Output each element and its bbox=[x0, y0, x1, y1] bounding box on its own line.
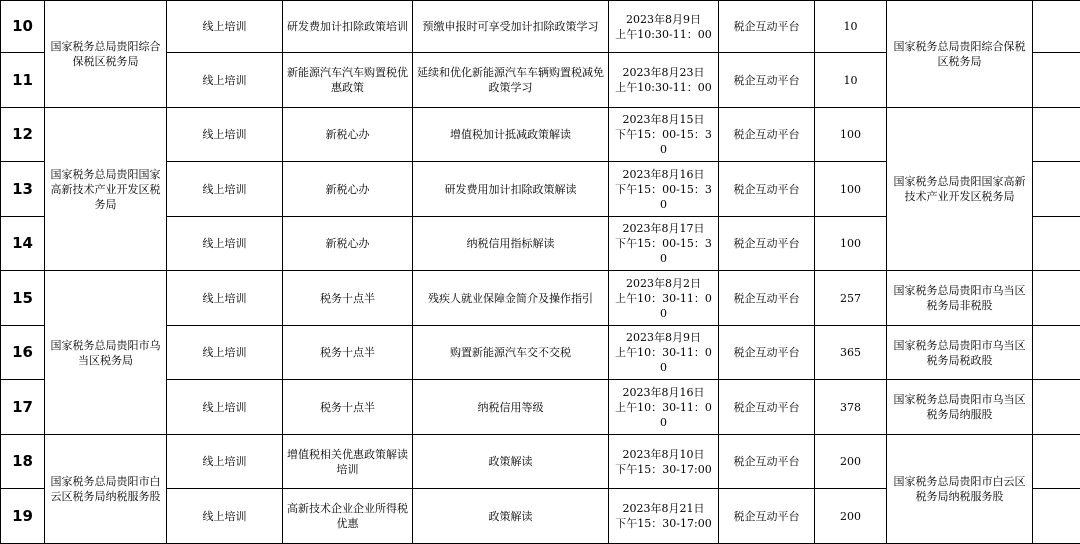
training-datetime bbox=[609, 489, 719, 544]
remark-cell bbox=[1033, 326, 1080, 380]
training-time: 上午10：30-11：00 bbox=[615, 346, 712, 374]
table-row bbox=[1, 435, 1080, 489]
participant-count: 10 bbox=[815, 1, 887, 53]
row-number: 18 bbox=[1, 435, 45, 489]
participant-count: 200 bbox=[815, 435, 887, 489]
training-time: 上午10:30-11：00 bbox=[615, 28, 711, 41]
participant-count: 200 bbox=[815, 489, 887, 544]
training-mode: 线上培训 bbox=[167, 380, 283, 435]
participant-count: 365 bbox=[815, 326, 887, 380]
participant-count: 10 bbox=[815, 53, 887, 108]
training-platform: 税企互动平台 bbox=[719, 380, 815, 435]
organizer-cell: 国家税务总局贵阳国家高新技术产业开发区税务局 bbox=[45, 108, 167, 271]
training-content: 残疾人就业保障金简介及操作指引 bbox=[413, 271, 609, 326]
remark-cell bbox=[1033, 380, 1080, 435]
training-platform: 税企互动平台 bbox=[719, 217, 815, 271]
training-date: 2023年8月16日 bbox=[623, 386, 705, 399]
training-topic: 税务十点半 bbox=[283, 326, 413, 380]
remark-cell bbox=[1033, 217, 1080, 271]
training-datetime bbox=[609, 435, 719, 489]
contact-unit-cell: 国家税务总局贵阳市乌当区税务局纳服股 bbox=[887, 380, 1033, 435]
row-number: 11 bbox=[1, 53, 45, 108]
training-time: 下午15：30-17:00 bbox=[615, 517, 711, 530]
training-mode: 线上培训 bbox=[167, 53, 283, 108]
training-time: 下午15：30-17:00 bbox=[615, 463, 711, 476]
participant-count: 100 bbox=[815, 108, 887, 162]
training-time: 上午10：30-11：00 bbox=[615, 292, 712, 320]
training-date: 2023年8月16日 bbox=[623, 168, 705, 181]
training-date: 2023年8月9日 bbox=[626, 13, 701, 26]
training-content: 政策解读 bbox=[413, 489, 609, 544]
training-content: 政策解读 bbox=[413, 435, 609, 489]
table-row bbox=[1, 108, 1080, 162]
training-date: 2023年8月17日 bbox=[623, 222, 705, 235]
training-platform: 税企互动平台 bbox=[719, 162, 815, 217]
training-platform: 税企互动平台 bbox=[719, 53, 815, 108]
row-number: 14 bbox=[1, 217, 45, 271]
remark-cell bbox=[1033, 271, 1080, 326]
training-time: 下午15：00-15：30 bbox=[615, 183, 712, 211]
training-platform: 税企互动平台 bbox=[719, 271, 815, 326]
training-content: 增值税加计抵减政策解读 bbox=[413, 108, 609, 162]
training-topic: 新税心办 bbox=[283, 217, 413, 271]
training-mode: 线上培训 bbox=[167, 271, 283, 326]
participant-count: 100 bbox=[815, 217, 887, 271]
training-datetime bbox=[609, 1, 719, 53]
row-number: 12 bbox=[1, 108, 45, 162]
training-mode: 线上培训 bbox=[167, 108, 283, 162]
training-mode: 线上培训 bbox=[167, 326, 283, 380]
training-mode: 线上培训 bbox=[167, 435, 283, 489]
row-number: 13 bbox=[1, 162, 45, 217]
contact-unit-cell: 国家税务总局贵阳综合保税区税务局 bbox=[887, 1, 1033, 108]
training-platform: 税企互动平台 bbox=[719, 435, 815, 489]
training-datetime bbox=[609, 162, 719, 217]
training-content: 纳税信用等级 bbox=[413, 380, 609, 435]
training-platform: 税企互动平台 bbox=[719, 326, 815, 380]
training-time: 上午10:30-11：00 bbox=[615, 81, 711, 94]
participant-count: 378 bbox=[815, 380, 887, 435]
contact-unit-cell: 国家税务总局贵阳市乌当区税务局税政股 bbox=[887, 326, 1033, 380]
training-content: 预缴申报时可享受加计扣除政策学习 bbox=[413, 1, 609, 53]
training-platform: 税企互动平台 bbox=[719, 1, 815, 53]
training-topic: 税务十点半 bbox=[283, 271, 413, 326]
organizer-cell: 国家税务总局贵阳市乌当区税务局 bbox=[45, 271, 167, 435]
table-row bbox=[1, 1, 1080, 53]
training-time: 下午15：00-15：30 bbox=[615, 237, 712, 265]
training-platform: 税企互动平台 bbox=[719, 108, 815, 162]
training-mode: 线上培训 bbox=[167, 217, 283, 271]
participant-count: 100 bbox=[815, 162, 887, 217]
contact-unit-cell: 国家税务总局贵阳国家高新技术产业开发区税务局 bbox=[887, 108, 1033, 271]
remark-cell bbox=[1033, 162, 1080, 217]
contact-unit-cell: 国家税务总局贵阳市白云区税务局纳税服务股 bbox=[887, 435, 1033, 544]
remark-cell bbox=[1033, 1, 1080, 53]
training-mode: 线上培训 bbox=[167, 162, 283, 217]
training-topic: 研发费加计扣除政策培训 bbox=[283, 1, 413, 53]
training-datetime bbox=[609, 326, 719, 380]
training-date: 2023年8月2日 bbox=[626, 277, 701, 290]
training-content: 研发费用加计扣除政策解读 bbox=[413, 162, 609, 217]
training-topic: 高新技术企业企业所得税优惠 bbox=[283, 489, 413, 544]
remark-cell bbox=[1033, 435, 1080, 489]
row-number: 10 bbox=[1, 1, 45, 53]
training-time: 下午15：00-15：30 bbox=[615, 128, 712, 156]
training-topic: 新税心办 bbox=[283, 108, 413, 162]
training-date: 2023年8月9日 bbox=[626, 331, 701, 344]
training-topic: 税务十点半 bbox=[283, 380, 413, 435]
training-datetime bbox=[609, 380, 719, 435]
training-date: 2023年8月10日 bbox=[623, 448, 705, 461]
training-topic: 增值税相关优惠政策解读培训 bbox=[283, 435, 413, 489]
row-number: 15 bbox=[1, 271, 45, 326]
remark-cell bbox=[1033, 53, 1080, 108]
training-date: 2023年8月23日 bbox=[623, 66, 705, 79]
organizer-cell: 国家税务总局贵阳综合保税区税务局 bbox=[45, 1, 167, 108]
training-date: 2023年8月21日 bbox=[623, 502, 705, 515]
remark-cell bbox=[1033, 489, 1080, 544]
training-topic: 新能源汽车汽车购置税优惠政策 bbox=[283, 53, 413, 108]
participant-count: 257 bbox=[815, 271, 887, 326]
training-mode: 线上培训 bbox=[167, 489, 283, 544]
training-topic: 新税心办 bbox=[283, 162, 413, 217]
organizer-cell: 国家税务总局贵阳市白云区税务局纳税服务股 bbox=[45, 435, 167, 544]
training-datetime bbox=[609, 53, 719, 108]
training-datetime bbox=[609, 271, 719, 326]
training-platform: 税企互动平台 bbox=[719, 489, 815, 544]
training-content: 纳税信用指标解读 bbox=[413, 217, 609, 271]
row-number: 19 bbox=[1, 489, 45, 544]
remark-cell bbox=[1033, 108, 1080, 162]
table-row bbox=[1, 271, 1080, 326]
training-content: 购置新能源汽车交不交税 bbox=[413, 326, 609, 380]
row-number: 16 bbox=[1, 326, 45, 380]
contact-unit-cell: 国家税务总局贵阳市乌当区税务局非税股 bbox=[887, 271, 1033, 326]
training-content: 延续和优化新能源汽车车辆购置税减免政策学习 bbox=[413, 53, 609, 108]
training-date: 2023年8月15日 bbox=[623, 113, 705, 126]
training-mode: 线上培训 bbox=[167, 1, 283, 53]
row-number: 17 bbox=[1, 380, 45, 435]
training-time: 上午10：30-11：00 bbox=[615, 401, 712, 429]
training-datetime bbox=[609, 217, 719, 271]
training-datetime bbox=[609, 108, 719, 162]
